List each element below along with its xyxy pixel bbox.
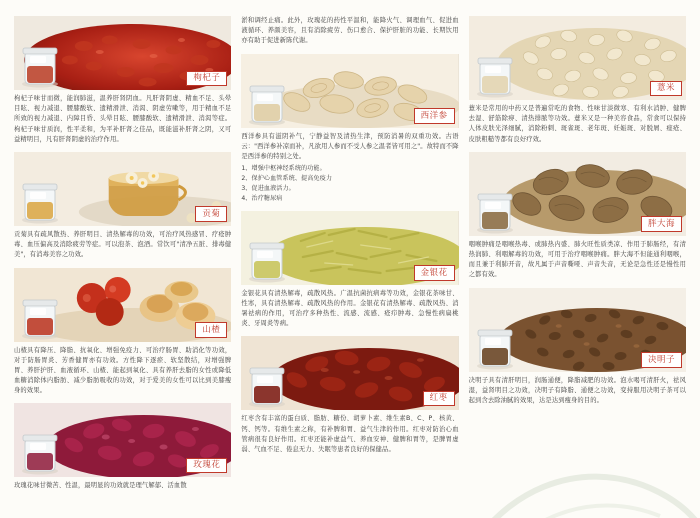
- entry-hongzao: [241, 336, 458, 455]
- photo-honeysuckle-dried: [241, 211, 458, 285]
- photo-hawthorn-and-pastries: [14, 268, 231, 342]
- entry-yimi: [469, 16, 686, 145]
- photo-dried-goji-berries-heap: [14, 16, 231, 90]
- glass-jar-icon: [18, 178, 62, 224]
- column-middle: [241, 16, 458, 508]
- label-juemingzi: 决明子: [641, 352, 682, 368]
- glass-jar-icon: [18, 294, 62, 340]
- photo-cassia-seeds-heap: [469, 288, 686, 372]
- entry-gongju: [14, 152, 231, 261]
- text-yimi: 薏米是常用的中药又是普遍常吃的食物、性味甘淡微寒、有利水消肿、健脾去湿、舒筋除痹、清热排脓等功效。薏米又是一种美容食品，常食可以保持人体皮肤光泽细腻，消除粉刺、斑雀斑、老年斑、妊娠斑、对脱屑、痤疮、皮肤粗糙等都有良好疗效。: [468, 105, 686, 143]
- text-shanzha: 山楂具有降压、降脂、抗氧化、增强免疫力、可治疗肠胃、助消化等功效，对于防肠胃炎、芳香健胃亦有功效。方性降下逐瘀、软坚散结，对增强脾胃、养肝护肝、血液循环、山楂、能起到氧化、具有养肝去脂的女性或降低血糖消除体内脂肪、减少脂肪吸收的功效，对于爱美的女性可以比到美膝瘦身的效果。: [14, 346, 232, 395]
- text-meiguihua-continuation: 淤和调经止痛。此外，玫瑰花的药性平温和，能降火气、调理血气、促进血液循环、养颜美容，且有消除疲劳、伤口愈合、保护肝脏的功能、长期饮用亦有助于促进新陈代谢。: [241, 17, 459, 45]
- bullet-xiyangshen-3: 3、促进血液活力。: [241, 184, 295, 192]
- entry-shanzha: [14, 268, 231, 397]
- entry-jinyinhua: [241, 211, 458, 330]
- text-xiyangshen: 西洋参具有滋阴补气，宁静益智及清热生津，预防消暑的双重功效。古语云："西洋参补凉而补，凡欲用人参而不受人参之温者皆可用之"。故特而不降是西洋参的特别之处。: [241, 132, 459, 160]
- text-jinyinhua: 金银花具有清热解毒，疏散风热。广温抗菌抗病毒等功效，金银花茶味甘、性寒，具有清热解毒、疏散风热的作用。金银花有清热解毒、疏散风热、消暑祛病的作用，可治疗多种热性、流感、流感、疮疖肿毒、急慢性病扁桃炎、牙周炎等病。: [241, 289, 459, 328]
- glass-jar-icon: [18, 42, 62, 88]
- bullet-xiyangshen-2: 2、保护心血管系统、提高免疫力: [241, 174, 333, 182]
- glass-jar-icon: [473, 324, 517, 370]
- text-gongju: 贡菊具有疏风散热、养肝明目、清热解毒的功效，可治疗风热感冒、疗疮肿毒、血压偏高及消除疲劳等症。可以泡茶、泡酒。常饮可"清净五脏、排毒健美"，有消毒美容之功效。: [14, 230, 232, 259]
- glass-jar-icon: [473, 52, 517, 98]
- glass-jar-icon: [245, 362, 289, 408]
- text-hongzao: 红枣含有丰富的蛋白质、脂肪、糖份、胡萝卜素、维生素B、C、P、核黄、钙、钙等。有维生素之称，有补脾和胃、益气生津的作用。红枣对防治心血管病很有良好作用。红枣还能补虚益气、养血安神、健脾和胃等，是脾胃虚弱、气血不足、倦息无力、失眠等患者良好的保健品。: [241, 415, 459, 453]
- photo-dried-red-dates: [241, 336, 458, 410]
- entry-juemingzi: [469, 288, 686, 407]
- text-juemingzi: 决明子具有清肝明目，润肠通便，降脂减肥的功效。泡水喝可清肝火，祛风湿，益肾明目之功效，决明子有降脂、通便之功效，变持服用决明子茶可以起到含去除油腻的效果，达是达到瘦身的目的。: [468, 376, 686, 404]
- photo-chrysanthemum-tea-cup: [14, 152, 231, 226]
- text-gouqizi: 枸杞子味甘而微，能润肺滋，温养肝肾阴血。凡肝肾阴虚、精血不足、头晕目眩、视力减退、腰膝酸软、遗精滑泄、消渴、阴虚劳嗽等，用于精血不足所致的视力减退、内障目昏、头晕目眩、腰膝酸软、遗精滑泄、消渴等症。枸杞子味甘质润，性平柔和，为平补肝肾之佳品，既能滋补肝肾之阴，又可益精明目，凡有肝肾阴虚的治疗作用。: [14, 95, 232, 143]
- photo-barley-job-tears-grains: [469, 16, 686, 100]
- photo-sterculia-seeds: [469, 152, 686, 236]
- glass-jar-icon: [18, 429, 62, 475]
- entry-meiguihua: [14, 403, 231, 491]
- entry-xiyangshen: [241, 54, 458, 204]
- glass-jar-icon: [245, 237, 289, 283]
- bullet-xiyangshen-4: 4、治疗糖尿病: [241, 194, 283, 202]
- label-gouqizi: 枸杞子: [186, 71, 227, 87]
- label-xiyangshen: 西洋参: [414, 108, 455, 124]
- column-left: [14, 16, 231, 508]
- label-panghai: 胖大海: [641, 216, 682, 232]
- label-yimi: 薏米: [650, 81, 682, 97]
- glass-jar-icon: [473, 188, 517, 234]
- label-shanzha: 山楂: [195, 322, 227, 338]
- glass-jar-icon: [245, 80, 289, 126]
- text-panghai: 咽喉肿痛是咽喉热毒、或肺热内盛、肺火旺性质类凉、作用于肺肠经，有清热润肺、利咽解毒的功效，可用于治疗咽喉肿痛。胖大海不但能通利咽喉，而且兼于利肺开音，故凡属于声音嘶哑、声音失音，无论是急性还是慢性用之都有效。: [468, 240, 686, 279]
- column-right: [469, 16, 686, 508]
- entry-panghai: [469, 152, 686, 281]
- label-jinyinhua: 金银花: [414, 265, 455, 281]
- entry-gouqizi: [14, 16, 231, 145]
- label-hongzao: 红枣: [423, 391, 455, 407]
- label-meiguihua: 玫瑰花: [186, 458, 227, 474]
- bullet-xiyangshen-1: 1、增强中枢神经系统的功能。: [241, 165, 326, 173]
- photo-sliced-ginseng-root: [241, 54, 458, 128]
- label-gongju: 贡菊: [195, 206, 227, 222]
- text-meiguihua: 玫瑰花味甘微苦、性温，最明显的功效就是理气解郁、活血散: [14, 482, 187, 490]
- photo-rose-buds-dried: [14, 403, 231, 477]
- entry-meiguihua-continuation: [241, 16, 458, 47]
